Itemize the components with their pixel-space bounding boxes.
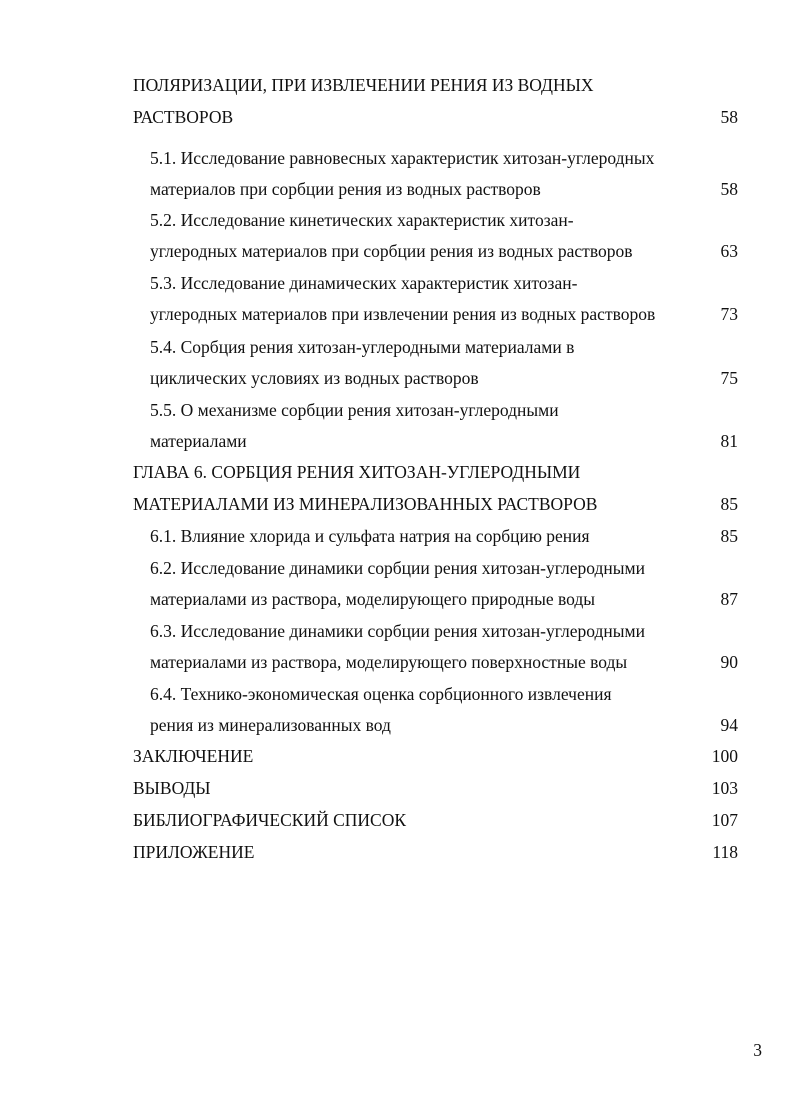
page-number: 3: [753, 1040, 762, 1060]
toc-page-number: 103: [711, 778, 738, 798]
toc-line: 5.1. Исследование равновесных характеристик хитозан-углеродных: [150, 148, 655, 168]
toc-line: циклических условиях из водных растворов: [150, 368, 479, 388]
toc-line: 5.2. Исследование кинетических характеристик хитозан-: [150, 210, 574, 230]
toc-line: материалами: [150, 431, 247, 451]
toc-page-number: 90: [720, 652, 738, 672]
toc-page-number: 81: [720, 431, 738, 451]
toc-line: РАСТВОРОВ: [133, 107, 234, 127]
toc-line: ГЛАВА 6. СОРБЦИЯ РЕНИЯ ХИТОЗАН-УГЛЕРОДНЫМИ: [133, 462, 581, 482]
toc-line: рения из минерализованных вод: [150, 715, 391, 735]
toc-page-number: 118: [712, 842, 738, 862]
toc-line: 6.2. Исследование динамики сорбции рения хитозан-углеродными: [150, 558, 645, 578]
toc-page-number: 94: [720, 715, 738, 735]
toc-page-number: 73: [720, 304, 738, 324]
toc-page-number: 63: [720, 241, 738, 261]
toc-line: ПРИЛОЖЕНИЕ: [133, 842, 255, 862]
toc-line: 6.1. Влияние хлорида и сульфата натрия на сорбцию рения: [150, 526, 590, 546]
toc-line: углеродных материалов при извлечении рения из водных растворов: [150, 304, 656, 324]
toc-page-number: 87: [720, 589, 738, 609]
toc-line: материалами из раствора, моделирующего природные воды: [150, 589, 596, 609]
toc-line: 6.3. Исследование динамики сорбции рения хитозан-углеродными: [150, 621, 645, 641]
toc-page-number: 100: [711, 746, 738, 766]
toc-page-number: 85: [720, 494, 738, 514]
toc-page-number: 75: [720, 368, 738, 388]
toc-page-number: 58: [720, 179, 738, 199]
toc-line: материалами из раствора, моделирующего поверхностные воды: [150, 652, 628, 672]
toc-line: ПОЛЯРИЗАЦИИ, ПРИ ИЗВЛЕЧЕНИИ РЕНИЯ ИЗ ВОДНЫХ: [133, 75, 594, 95]
toc-page-number: 107: [711, 810, 738, 830]
toc-line: ЗАКЛЮЧЕНИЕ: [133, 746, 254, 766]
toc-line: МАТЕРИАЛАМИ ИЗ МИНЕРАЛИЗОВАННЫХ РАСТВОРОВ: [133, 494, 598, 514]
toc-line: 5.3. Исследование динамических характеристик хитозан-: [150, 273, 578, 293]
toc-page-number: 58: [720, 107, 738, 127]
toc-line: ВЫВОДЫ: [133, 778, 211, 798]
toc-line: 5.4. Сорбция рения хитозан-углеродными материалами в: [150, 337, 575, 357]
toc-line: материалов при сорбции рения из водных растворов: [150, 179, 541, 199]
toc-line: 6.4. Технико-экономическая оценка сорбционного извлечения: [150, 684, 612, 704]
toc-line: 5.5. О механизме сорбции рения хитозан-углеродными: [150, 400, 559, 420]
toc-line: углеродных материалов при сорбции рения из водных растворов: [150, 241, 633, 261]
toc-page-number: 85: [720, 526, 738, 546]
toc-line: БИБЛИОГРАФИЧЕСКИЙ СПИСОК: [133, 810, 407, 830]
